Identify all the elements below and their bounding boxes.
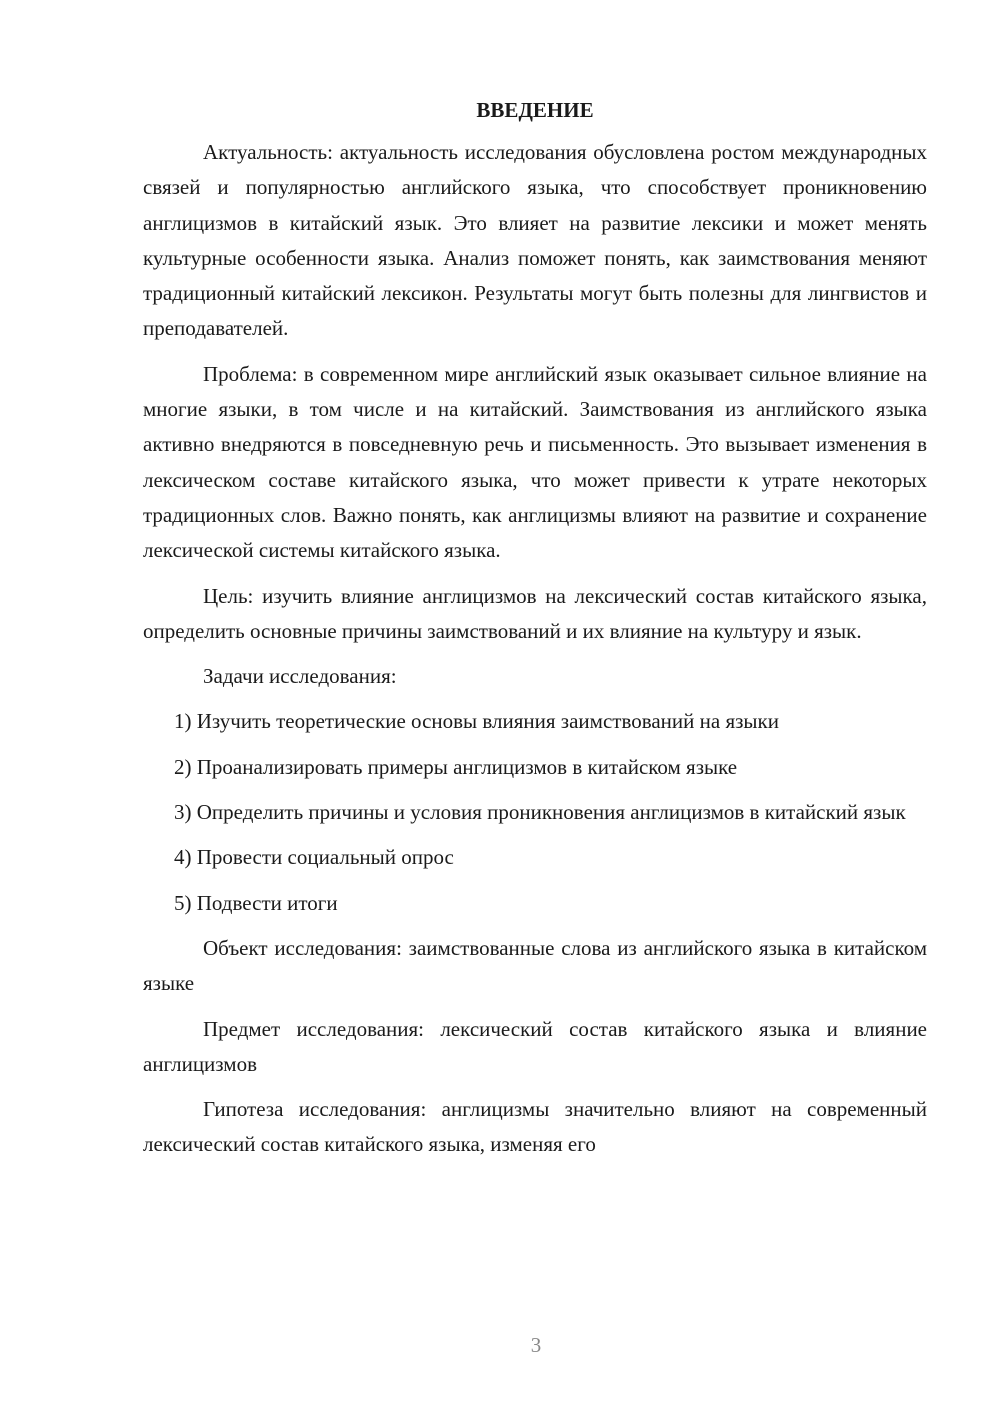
paragraph-goal: Цель: изучить влияние англицизмов на лексический состав китайского языка, определить основные причины заимствований и их влияние на культуру и язык. [143, 583, 927, 643]
paragraph-relevance: Актуальность: актуальность исследования обусловлена ростом международных связей и популярностью английского языка, что способствует проникновению англицизмов в китайский язык. Это влияет на развитие лексики и может менять культурные особенности языка. Анализ поможет понять, как заимствования меняют традиционный китайский лексикон. Результаты могут быть полезны для лингвистов и преподавателей. [143, 140, 927, 341]
task-item: 4) Провести социальный опрос [174, 845, 454, 870]
page-number: 3 [530, 1333, 542, 1357]
page-title: ВВЕДЕНИЕ [476, 98, 594, 122]
task-item: 2) Проанализировать примеры англицизмов в китайском языке [174, 754, 738, 779]
paragraph-hypothesis: Гипотеза исследования: англицизмы значительно влияют на современный лексический состав китайского языка, изменяя его [143, 1097, 927, 1157]
page-content [143, 93, 927, 1173]
paragraph-problem: Проблема: в современном мире английский язык оказывает сильное влияние на многие языки, в том числе и на китайский. Заимствования из английского языка активно внедряются в повседневную речь и письменность. Это вызывает изменения в лексическом составе китайского языка, что может привести к утрате некоторых традиционных слов. Важно понять, как англицизмы влияют на развитие и сохранение лексической системы китайского языка. [143, 361, 927, 563]
paragraph-object: Объект исследования: заимствованные слова из английского языка в китайском языке [143, 935, 927, 996]
paragraph-tasks-intro: Задачи исследования: [203, 664, 397, 689]
task-item: 3) Определить причины и условия проникновения англицизмов в китайский язык [174, 800, 906, 825]
task-item: 1) Изучить теоретические основы влияния заимствований на языки [174, 709, 779, 734]
paragraph-subject: Предмет исследования: лексический состав китайского языка и влияние англицизмов [143, 1016, 927, 1076]
task-item: 5) Подвести итоги [174, 890, 338, 915]
